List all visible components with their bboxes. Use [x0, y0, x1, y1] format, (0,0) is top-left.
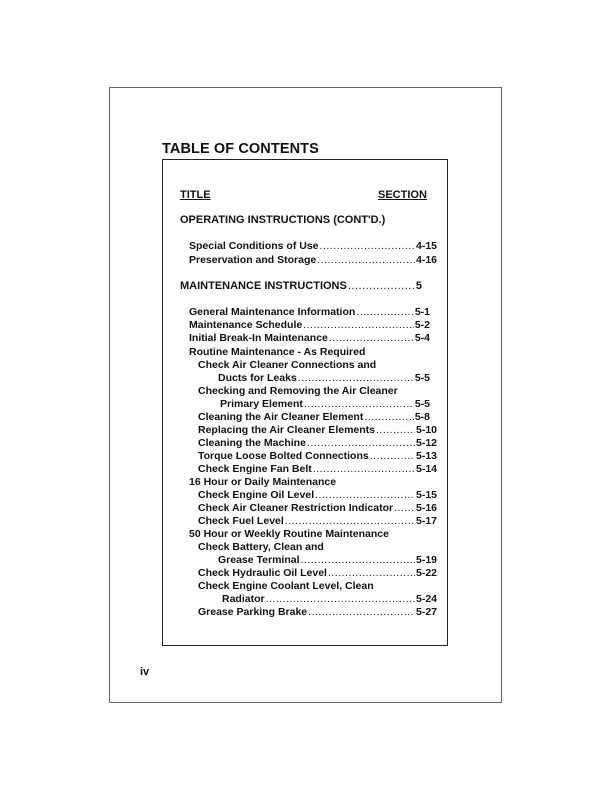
toc-entry-fuel[interactable] [198, 515, 437, 528]
dot-leader [303, 319, 414, 332]
dot-leader [376, 424, 415, 437]
toc-entry-replacing[interactable] [198, 424, 437, 437]
toc-entry-fan-belt[interactable] [198, 463, 437, 476]
toc-entry-radiator[interactable] [222, 593, 437, 606]
dot-leader [315, 489, 415, 502]
toc-entry-torque[interactable] [198, 450, 437, 463]
entry-section: 5 [415, 280, 422, 292]
entry-title: Check Engine Oil Level [198, 489, 315, 501]
toc-entry-parking-brake[interactable] [198, 606, 437, 619]
entry-title: Check Air Cleaner Restriction Indicator [198, 502, 394, 514]
dot-leader [329, 332, 414, 345]
entry-section: 5-8 [414, 411, 430, 423]
dot-leader [307, 437, 415, 450]
toc-entry-hydraulic[interactable] [198, 567, 437, 580]
dot-leader [348, 280, 415, 293]
dot-leader [364, 411, 413, 424]
entry-title: Special Conditions of Use [189, 240, 319, 252]
entry-title: Torque Loose Bolted Connections [198, 450, 369, 462]
toc-entry-grease-terminal[interactable] [218, 554, 437, 567]
entry-title: Initial Break-In Maintenance [189, 332, 328, 344]
entry-title: Grease Terminal [218, 554, 300, 566]
dot-leader [356, 306, 414, 319]
entry-section: 5-15 [415, 489, 437, 501]
entry-section: 5-5 [414, 398, 430, 410]
entry-title: Preservation and Storage [189, 254, 317, 266]
entry-title: Maintenance Schedule [189, 319, 303, 331]
dot-leader [317, 254, 415, 267]
air-conn-line1: Check Air Cleaner Connections and [198, 359, 377, 371]
entry-title: Check Engine Fan Belt [198, 463, 312, 475]
entry-section: 5-17 [415, 515, 437, 527]
entry-title: Check Hydraulic Oil Level [198, 567, 327, 579]
entry-section: 5-2 [414, 319, 430, 331]
dot-leader [285, 515, 415, 528]
entry-section: 5-1 [414, 306, 430, 318]
dot-leader [298, 372, 414, 385]
entry-section: 5-16 [415, 502, 437, 514]
dot-leader [301, 554, 415, 567]
column-section-header: SECTION [378, 189, 427, 201]
dot-leader [394, 502, 415, 515]
dot-leader [320, 240, 415, 253]
entry-title: Cleaning the Machine [198, 437, 306, 449]
toc-entry-ducts-for-leaks[interactable] [218, 372, 430, 385]
toc-entry-preservation[interactable] [189, 254, 437, 267]
toc-entry-cleaning-machine[interactable] [198, 437, 437, 450]
entry-section: 5-13 [415, 450, 437, 462]
toc-entry-restriction[interactable] [198, 502, 437, 515]
entry-section: 5-5 [414, 372, 430, 384]
dot-leader [304, 398, 414, 411]
battery-line1: Check Battery, Clean and [198, 541, 324, 553]
remove-line1: Checking and Removing the Air Cleaner [198, 385, 398, 397]
dot-leader [313, 463, 415, 476]
toc-heading: TABLE OF CONTENTS [162, 141, 319, 157]
entry-title: Radiator [222, 593, 265, 605]
dot-leader [370, 450, 415, 463]
daily-heading: 16 Hour or Daily Maintenance [189, 476, 337, 488]
column-title-header: TITLE [180, 189, 211, 201]
entry-section: 5-19 [415, 554, 437, 566]
entry-section: 5-22 [415, 567, 437, 579]
entry-title: Replacing the Air Cleaner Elements [198, 424, 375, 436]
entry-section: 5-12 [415, 437, 437, 449]
coolant-line1: Check Engine Coolant Level, Clean [198, 580, 374, 592]
entry-section: 5-27 [415, 606, 437, 618]
entry-section: 5-14 [415, 463, 437, 475]
toc-entry-cleaning-element[interactable] [198, 411, 430, 424]
entry-title: Grease Parking Brake [198, 606, 308, 618]
toc-entry-primary-element[interactable] [220, 398, 430, 411]
entry-section: 5-10 [415, 424, 437, 436]
toc-entry-special-conditions[interactable] [189, 240, 437, 253]
page-number: iv [140, 666, 150, 678]
toc-entry-breakin[interactable] [189, 332, 430, 345]
dot-leader [308, 606, 415, 619]
entry-section: 5-4 [414, 332, 430, 344]
entry-section: 5-24 [415, 593, 437, 605]
dot-leader [328, 567, 415, 580]
entry-title: MAINTENANCE INSTRUCTIONS [180, 280, 347, 292]
weekly-heading: 50 Hour or Weekly Routine Maintenance [189, 528, 389, 540]
entry-title: Ducts for Leaks [218, 372, 297, 384]
toc-entry-maintenance-instructions[interactable] [180, 280, 422, 293]
toc-entry-schedule[interactable] [189, 319, 430, 332]
toc-entry-general[interactable] [189, 306, 430, 319]
entry-title: Cleaning the Air Cleaner Element [198, 411, 364, 423]
entry-title: General Maintenance Information [189, 306, 356, 318]
entry-section: 4-16 [415, 254, 437, 266]
entry-section: 4-15 [415, 240, 437, 252]
entry-title: Primary Element [220, 398, 303, 410]
dot-leader [266, 593, 415, 606]
toc-entry-engine-oil[interactable] [198, 489, 437, 502]
routine-heading: Routine Maintenance - As Required [189, 346, 366, 358]
entry-title: Check Fuel Level [198, 515, 284, 527]
operating-heading: OPERATING INSTRUCTIONS (CONT'D.) [180, 214, 386, 226]
